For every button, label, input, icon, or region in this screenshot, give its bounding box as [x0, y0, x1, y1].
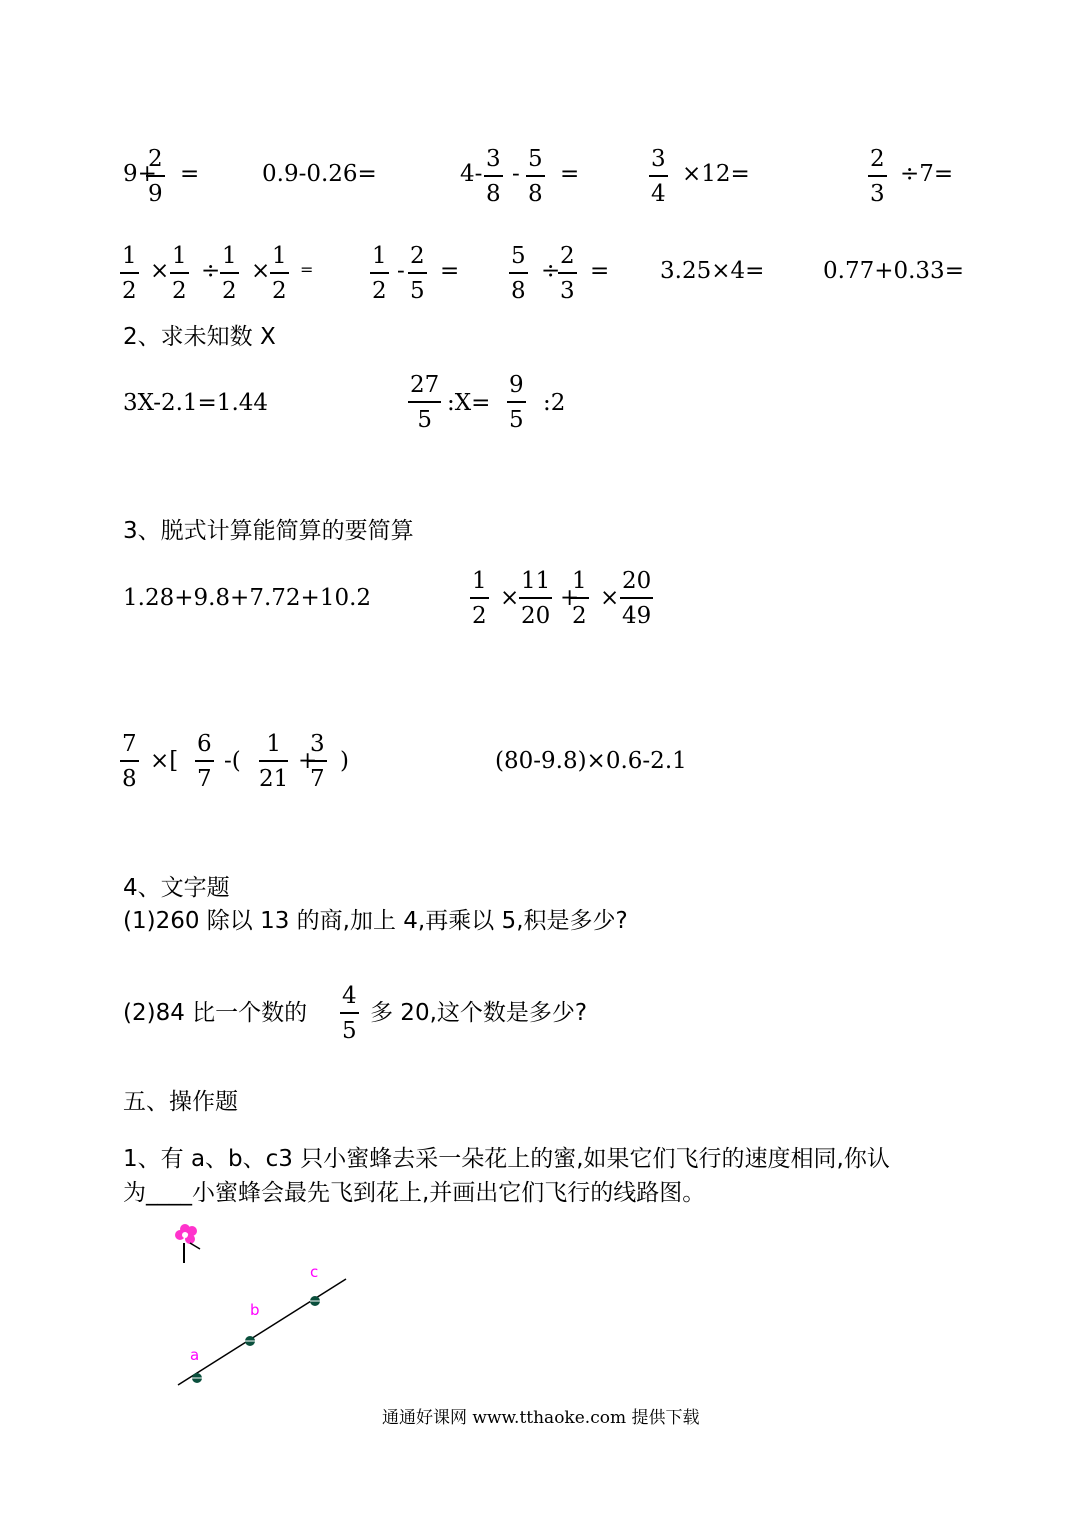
- denominator: 2: [472, 603, 487, 629]
- denominator: 8: [122, 766, 137, 792]
- row2-expr2-fraction2: [408, 245, 427, 303]
- section3-equation1: 1.28+9.8+7.72+10.2: [123, 585, 372, 611]
- section2-eq2-fraction2: [507, 374, 526, 432]
- numerator: 1: [220, 245, 239, 274]
- denominator: 2: [372, 278, 387, 304]
- row2-expr2-equals: =: [440, 258, 460, 284]
- denominator: 3: [560, 278, 575, 304]
- numerator: 3: [649, 148, 668, 177]
- row2-expr1-equals: =: [300, 260, 314, 279]
- row2-expr3-fraction2: [558, 245, 577, 303]
- bee-c-label: c: [310, 1263, 319, 1281]
- numerator: 1: [270, 245, 289, 274]
- numerator: 2: [146, 148, 165, 177]
- numerator: 11: [519, 570, 552, 599]
- section3-eq2-fraction3: [570, 570, 589, 628]
- section3-eq2-op2: +: [560, 585, 580, 611]
- denominator: 5: [417, 407, 432, 433]
- numerator: 1: [170, 245, 189, 274]
- section3-eq2-op1: ×: [500, 585, 520, 611]
- denominator: 49: [622, 603, 652, 629]
- numerator: 5: [509, 245, 528, 274]
- numerator: 1: [570, 570, 589, 599]
- row1-expr4-rest: ×12=: [682, 161, 750, 187]
- section4-question2-fraction: [340, 985, 359, 1043]
- path-line: [178, 1279, 346, 1385]
- row2-expr1-fraction4: [270, 245, 289, 303]
- section3-eq2-op3: ×: [600, 585, 620, 611]
- numerator: 2: [558, 245, 577, 274]
- section3-eq2-fraction4: [620, 570, 653, 628]
- numerator: 1: [470, 570, 489, 599]
- row2-expr1-fraction3: [220, 245, 239, 303]
- denominator: 4: [651, 181, 666, 207]
- bee-a-point: [192, 1373, 202, 1383]
- section3-eq3-end: ): [340, 748, 349, 774]
- row2-expr5: 0.77+0.33=: [823, 258, 964, 284]
- denominator: 2: [222, 278, 237, 304]
- numerator: 6: [195, 733, 214, 762]
- denominator: 5: [410, 278, 425, 304]
- bee-b-label: b: [250, 1301, 260, 1319]
- section3-eq3-op1: ×[: [150, 748, 179, 774]
- section3-eq2-fraction2: [519, 570, 552, 628]
- row1-expr1-fraction: [146, 148, 165, 206]
- row1-expr3-whole: 4-: [460, 161, 483, 187]
- row1-expr3-fraction2: [526, 148, 545, 206]
- row1-expr5-rest: ÷7=: [900, 161, 954, 187]
- section2-eq2-fraction1: [408, 374, 441, 432]
- denominator: 20: [521, 603, 551, 629]
- numerator: 4: [340, 985, 359, 1014]
- row1-expr1-whole: 9+: [123, 161, 157, 187]
- bee-b-point: [245, 1336, 255, 1346]
- denominator: 21: [259, 766, 289, 792]
- numerator: 9: [507, 374, 526, 403]
- row1-expr1-equals: =: [180, 161, 200, 187]
- denominator: 5: [509, 407, 524, 433]
- section4-title: 4、文字题: [123, 875, 230, 901]
- numerator: 27: [408, 374, 441, 403]
- footer-text: 通通好课网 www.tthaoke.com 提供下载: [382, 1408, 700, 1428]
- row2-expr3-fraction1: [509, 245, 528, 303]
- section2-eq2-middle: :X=: [447, 390, 491, 416]
- numerator: 7: [120, 733, 139, 762]
- numerator: 2: [868, 148, 887, 177]
- row2-expr1-op2: ÷: [201, 258, 221, 284]
- section3-eq3-fraction1: [120, 733, 139, 791]
- row2-expr2-fraction1: [370, 245, 389, 303]
- row1-expr3-op: -: [512, 161, 520, 187]
- denominator: 9: [148, 181, 163, 207]
- denominator: 2: [272, 278, 287, 304]
- denominator: 7: [310, 766, 325, 792]
- denominator: 7: [197, 766, 212, 792]
- row2-expr3-op: ÷: [541, 258, 561, 284]
- section3-eq3-op3: +: [298, 748, 318, 774]
- row1-expr5-fraction: [868, 148, 887, 206]
- row1-expr3-equals: =: [560, 161, 580, 187]
- denominator: 5: [342, 1018, 357, 1044]
- numerator: 5: [526, 148, 545, 177]
- numerator: 3: [484, 148, 503, 177]
- row1-expr2: 0.9-0.26=: [262, 161, 377, 187]
- section5-question1-line1: 1、有 a、b、c3 只小蜜蜂去采一朵花上的蜜,如果它们飞行的速度相同,你认: [123, 1146, 890, 1172]
- row2-expr1-fraction2: [170, 245, 189, 303]
- denominator: 8: [511, 278, 526, 304]
- numerator: 1: [120, 245, 139, 274]
- bee-a-label: a: [190, 1346, 200, 1364]
- section4-question1: (1)260 除以 13 的商,加上 4,再乘以 5,积是多少?: [123, 908, 628, 934]
- section4-question2-suffix: 多 20,这个数是多少?: [370, 1000, 588, 1026]
- section3-eq2-fraction1: [470, 570, 489, 628]
- denominator: 2: [172, 278, 187, 304]
- section3-title: 3、脱式计算能简算的要简算: [123, 518, 414, 544]
- row2-expr1-op3: ×: [251, 258, 271, 284]
- denominator: 2: [572, 603, 587, 629]
- section2-eq2-end: :2: [543, 390, 566, 416]
- denominator: 2: [122, 278, 137, 304]
- row2-expr1-fraction1: [120, 245, 139, 303]
- denominator: 8: [528, 181, 543, 207]
- section3-eq3-fraction4: [308, 733, 327, 791]
- flower-icon: [175, 1224, 200, 1263]
- row2-expr2-op: -: [397, 258, 405, 284]
- row2-expr1-op1: ×: [150, 258, 170, 284]
- section3-eq3-op2: -(: [224, 748, 241, 774]
- section4-question2-prefix: (2)84 比一个数的: [123, 1000, 308, 1026]
- section3-eq3-fraction2: [195, 733, 214, 791]
- section5-title: 五、操作题: [123, 1089, 238, 1115]
- numerator: 20: [620, 570, 653, 599]
- row1-expr3-fraction1: [484, 148, 503, 206]
- numerator: 1: [370, 245, 389, 274]
- row2-expr3-equals: =: [590, 258, 610, 284]
- denominator: 3: [870, 181, 885, 207]
- section2-title: 2、求未知数 X: [123, 324, 276, 350]
- section5-question1-line2: 为____小蜜蜂会最先飞到花上,并画出它们飞行的线路图。: [123, 1180, 706, 1206]
- numerator: 3: [308, 733, 327, 762]
- denominator: 8: [486, 181, 501, 207]
- row1-expr4-fraction: [649, 148, 668, 206]
- bee-flower-diagram: [160, 1215, 360, 1395]
- section3-equation4: (80-9.8)×0.6-2.1: [495, 748, 687, 774]
- bee-c-point: [310, 1296, 320, 1306]
- numerator: 2: [408, 245, 427, 274]
- section3-eq3-fraction3: [259, 733, 288, 791]
- section2-equation1: 3X-2.1=1.44: [123, 390, 269, 416]
- numerator: 1: [259, 733, 288, 762]
- row2-expr4: 3.25×4=: [660, 258, 765, 284]
